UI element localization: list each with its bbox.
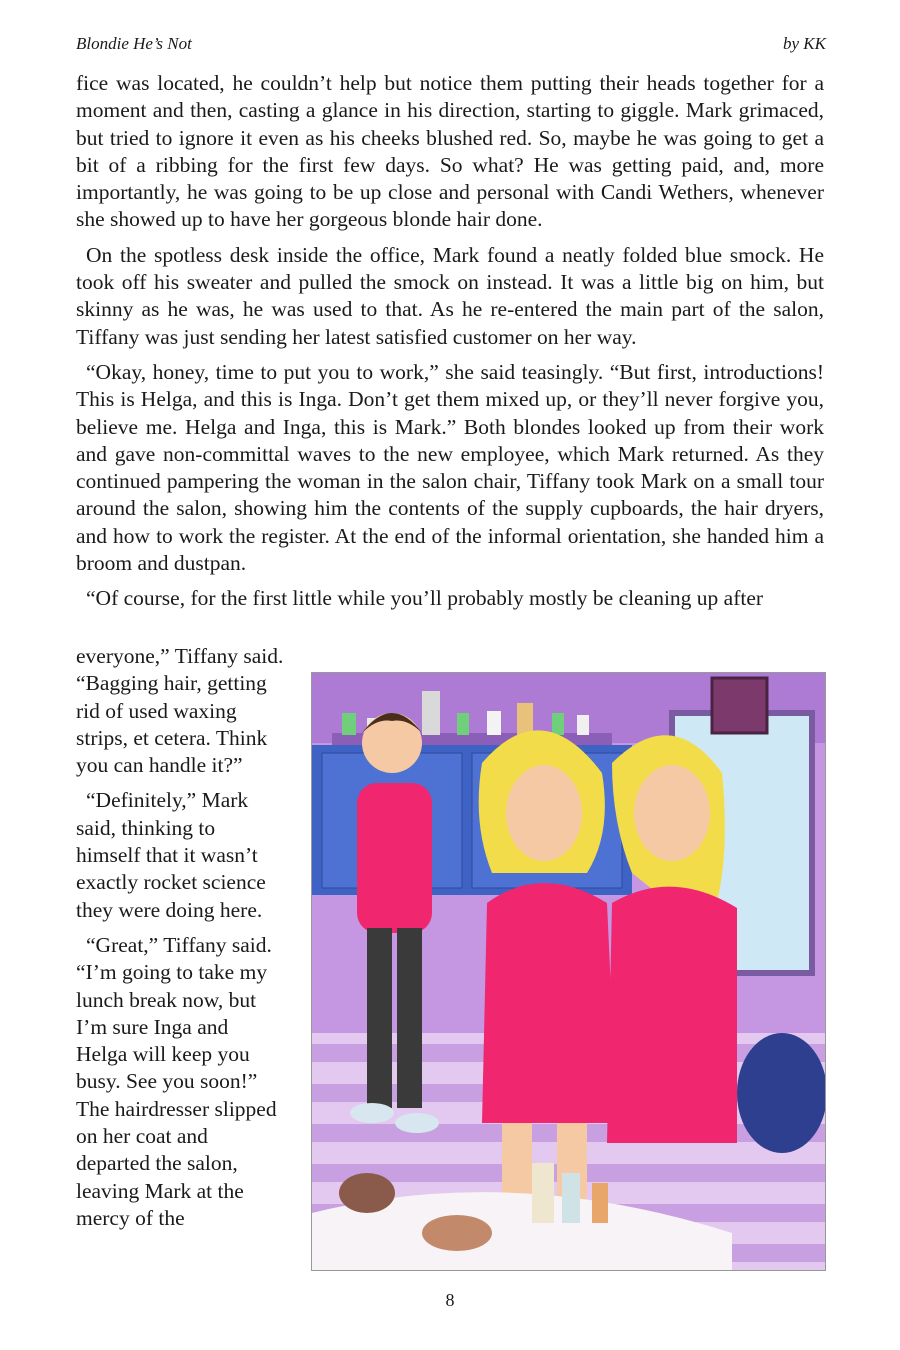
column-text xyxy=(76,643,284,1240)
paragraph: fice was located, he couldn’t help but notice them putting their heads together for a moment and then, casting a glance in his direction, starting to giggle. Mark grimaced, but tried to ignore it even as his cheeks blushed red. So, maybe he was going to get a bit of a ribbing for the first few days. So what? He was getting paid, and, more importantly, he was going to be up close and personal with Candi Wethers, whenever she showed up to have her gorgeous blonde hair done. xyxy=(76,71,824,232)
salon-illustration xyxy=(311,672,826,1271)
blonde-figure-right xyxy=(607,735,737,1143)
paragraph: “Definitely,” Mark said, thinking to himself that it wasn’t exactly rocket science they were doing here. xyxy=(76,788,266,922)
running-head xyxy=(76,34,826,54)
paragraph: “Of course, for the first little while you’ll probably mostly be cleaning up after xyxy=(86,586,764,611)
salon-illustration-art xyxy=(312,673,825,1270)
book-title: Blondie He’s Not xyxy=(76,34,192,53)
paragraph: “Okay, honey, time to put you to work,” she said teasingly. “But first, introductions! This is Helga, and this is Inga. Don’t get them mixed up, or they’ll never forgive you, believe me. Helga and Inga, this is Mark.” Both blondes looked up from their work and gave non-committal waves to the new employee, which Mark returned. As they continued pampering the woman in the salon chair, Tiffany took Mark on a small tour around the salon, showing him the contents of the supply cupboards, the hair dryers, and how to work the register. At the end of the informal orientation, she handed him a broom and dustpan. xyxy=(76,359,824,576)
paragraph: On the spotless desk inside the office, Mark found a neatly folded blue smock. He took off his sweater and pulled the smock on instead. It was a little big on him, but skinny as he was, he was used to that. As he re-entered the main part of the salon, Tiffany was just sending her latest satisfied customer on her way. xyxy=(76,242,824,349)
page-number: 8 xyxy=(445,1290,455,1310)
author-credit: by KK xyxy=(783,34,826,53)
paragraph: “Great,” Tiffany said. “I’m going to take my lunch break now, but I’m sure Inga and Helga will keep you busy. See you soon!” The hairdresser slipped on her coat and departed the salon, leaving Mark at the mercy of the xyxy=(76,932,277,1230)
paragraph: everyone,” Tiffany said. “Bagging hair, getting rid of used waxing strips, et cetera. Think you can handle it?” xyxy=(76,644,284,778)
body-text xyxy=(76,70,824,621)
